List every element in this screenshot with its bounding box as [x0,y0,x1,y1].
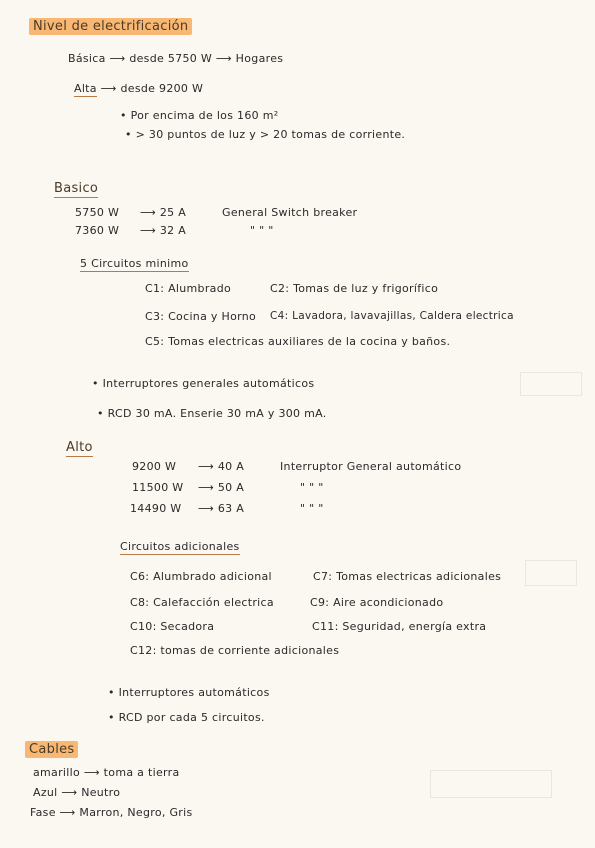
section-title-alto: Alto [66,440,93,455]
bleed-through-mark [520,372,582,396]
section-title-basico: Basico [54,181,99,196]
alto-note-1: • Interruptores automáticos [108,686,270,699]
basico-note-1: • Interruptores generales automáticos [92,377,315,390]
basico-note-2: • RCD 30 mA. Enserie 30 mA y 300 mA. [97,407,327,420]
bleed-through-mark [525,560,577,586]
section-title-cables: Cables [25,741,78,758]
circuit-c12: C12: tomas de corriente adicionales [130,644,340,657]
basico-circuits-title: 5 Circuitos minimo [80,257,189,270]
basico-row-power: 5750 W [75,206,120,219]
alta-bullet-2: • > 30 puntos de luz y > 20 tomas de corriente. [125,128,406,141]
circuit-c8: C8: Calefacción electrica [130,596,274,609]
alto-note-2: • RCD por cada 5 circuitos. [108,711,265,724]
alta-line [74,82,203,95]
circuit-c2: C2: Tomas de luz y frigorífico [270,282,439,295]
circuit-c11: C11: Seguridad, energía extra [312,620,487,633]
basico-row-power: 7360 W [75,224,120,237]
circuit-c9: C9: Aire acondicionado [310,596,444,609]
alto-row-power: 9200 W [132,460,177,473]
cable-fase: Fase ⟶ Marron, Negro, Gris [30,806,193,819]
circuit-c10: C10: Secadora [130,620,215,633]
alto-row-power: 14490 W [130,502,182,515]
alto-row-desc: " " " [300,502,324,515]
basico-row-desc: " " " [250,224,274,237]
alto-row-amps: ⟶ 50 A [198,481,245,494]
basico-row-amps: ⟶ 25 A [140,206,187,219]
bleed-through-mark [430,770,552,798]
basico-row-desc: General Switch breaker [222,206,358,219]
basico-row-amps: ⟶ 32 A [140,224,187,237]
circuit-c4: C4: Lavadora, lavavajillas, Caldera electrica [270,310,514,322]
alto-circuits-title: Circuitos adicionales [120,540,240,553]
circuit-c5: C5: Tomas electricas auxiliares de la cocina y baños. [145,335,451,348]
alto-row-amps: ⟶ 40 A [198,460,245,473]
alto-row-desc: " " " [300,481,324,494]
alta-bullet-1: • Por encima de los 160 m² [120,109,279,122]
cable-amarillo: amarillo ⟶ toma a tierra [33,766,180,779]
alta-rest: ⟶ desde 9200 W [100,82,204,95]
circuit-c6: C6: Alumbrado adicional [130,570,272,583]
circuit-c7: C7: Tomas electricas adicionales [313,570,502,583]
alto-row-power: 11500 W [132,481,184,494]
alto-row-amps: ⟶ 63 A [198,502,245,515]
circuit-c1: C1: Alumbrado [145,282,232,295]
cable-azul: Azul ⟶ Neutro [33,786,121,799]
circuit-c3: C3: Cocina y Horno [145,310,257,323]
alto-row-desc: Interruptor General automático [280,460,462,473]
alta-label: Alta [74,82,97,95]
basica-line: Básica ⟶ desde 5750 W ⟶ Hogares [68,52,284,65]
section-title-nivel: Nivel de electrificación [29,18,192,35]
